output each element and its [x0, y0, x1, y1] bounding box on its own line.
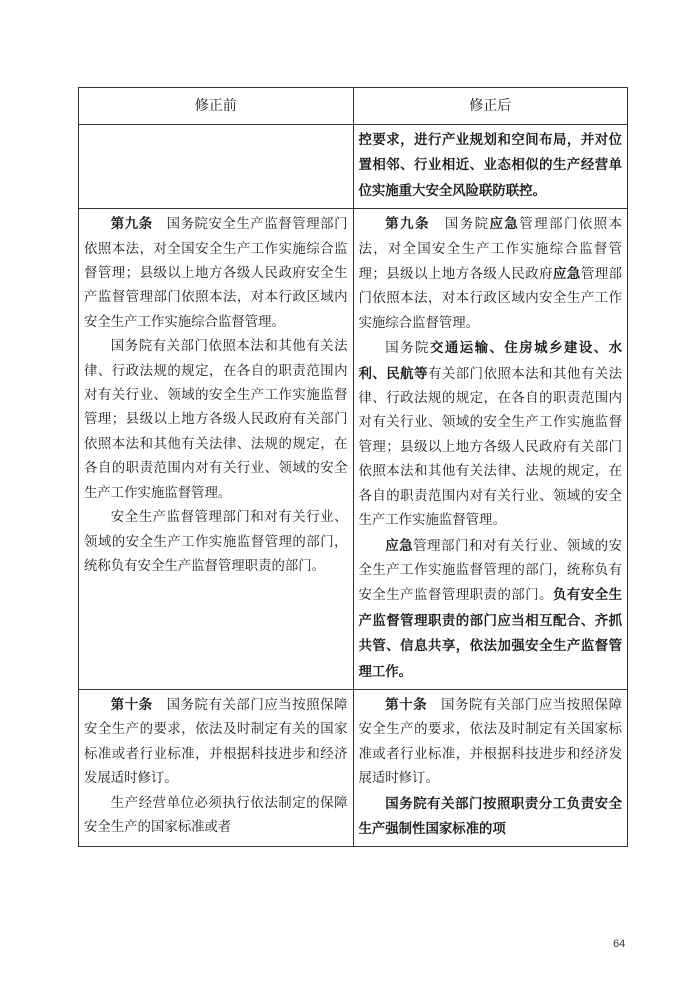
text-run: 管理部门依照本法，对本行政区域内安全生产工作实施综合监督管理。	[358, 267, 623, 331]
article-9-before-text	[84, 212, 348, 579]
cell-before-article-9	[79, 209, 354, 690]
text-run: 管理部门和对有关行业、领域的安全生产工作实施监督管理的部门，统称负有安全生产监督管理职责的部门。	[358, 538, 623, 604]
header-after: 修正后	[353, 88, 628, 125]
page-number: 64	[613, 938, 626, 950]
revised-text: 控要求，进行产业规划和空间布局，并对位置相邻、行业相近、业态相似的生产经营单位实施重大安全风险联防联控。	[358, 132, 622, 199]
revised-text: 应急	[385, 537, 414, 554]
cell-after-continuation-text	[359, 128, 623, 204]
article-10-before-text	[84, 693, 348, 840]
text-run: 国务院安全生产监督管理部门依照本法，对全国安全生产工作实施综合监督管理；县级以上地方各级人民政府安全生产监督管理部门依照本法，对本行政区域内安全生产工作实施综合监督管理。	[84, 217, 348, 330]
text-run: 国务院有关部门应当按照保障安全生产的要求，依法及时制定有关国家标准或者行业标准，并根据科技进步和经济发展适时修订。	[358, 697, 623, 787]
row-continuation	[79, 125, 628, 209]
row-article-10	[79, 689, 628, 846]
row-article-9	[79, 209, 628, 690]
comparison-table	[78, 87, 628, 847]
revised-text: 第九条	[385, 216, 430, 233]
text-run: 国务院	[385, 341, 430, 357]
paragraph	[359, 212, 623, 336]
paragraph	[84, 212, 348, 335]
text-run: 国务院有关部门依照本法和其他有关法律、行政法规的规定，在各自的职责范围内对有关行业、领域的安全生产工作实施监督管理；县级以上地方各级人民政府有关部门依照本法和其他有关法律、法规的规定，在各自的职责范围内对有关行业、领域的安全生产工作实施监督管理。	[84, 339, 348, 501]
text-run: 有关部门依照本法和其他有关法律、行政法规的规定，在各自的职责范围内对有关行业、领域的安全生产工作实施监督管理；县级以上地方各级人民政府有关部门依照本法和其他有关法律、法规的规定，在各自的职责范围内对有关行业、领域的安全生产工作实施监督管理。	[358, 366, 623, 529]
text-run: 安全生产监督管理部门和对有关行业、领域的安全生产工作实施监督管理的部门，统称负有安全生产监督管理职责的部门。	[84, 510, 348, 574]
revised-text: 第十条	[110, 696, 153, 713]
text-run: 国务院	[429, 217, 490, 233]
paragraph	[84, 335, 348, 506]
revised-text: 第十条	[385, 696, 428, 713]
revised-text: 应急	[553, 266, 581, 283]
paragraph	[359, 534, 623, 685]
paragraph	[359, 336, 623, 533]
cell-after-continuation	[353, 125, 628, 209]
text-run: 管理部门依照本法，对全国安全生产工作实施综合监督管理；县级以上地方各级人民政府	[358, 217, 623, 283]
text-run: 国务院有关部门应当按照保障安全生产的要求，依法及时制定有关的国家标准或者行业标准，并根据科技进步和经济发展适时修订。	[84, 697, 348, 787]
paragraph	[359, 693, 623, 792]
cell-after-article-9	[353, 209, 628, 690]
revised-text: 交通运输、住房城乡建设、水利、民航等	[358, 340, 623, 382]
revised-text: 负有安全生产监督管理职责的部门应当相互配合、齐抓共管、信息共享，依法加强安全生产监督管理工作。	[358, 587, 623, 680]
paragraph	[84, 693, 348, 792]
revised-text: 国务院有关部门按照职责分工负责安全生产强制性国家标准的项	[358, 795, 622, 837]
revised-text: 第九条	[110, 216, 153, 233]
header-row	[79, 88, 628, 125]
article-9-after-text	[359, 212, 623, 685]
cell-before-article-10	[79, 689, 354, 846]
article-10-after-text	[359, 693, 623, 842]
header-before: 修正前	[79, 88, 354, 125]
text-run: 生产经营单位必须执行依法制定的保障安全生产的国家标准或者	[84, 795, 348, 835]
paragraph	[359, 792, 623, 843]
revised-text: 应急	[489, 216, 520, 233]
paragraph	[84, 506, 348, 579]
cell-after-article-10	[353, 689, 628, 846]
paragraph	[84, 792, 348, 841]
paragraph	[359, 128, 623, 204]
cell-before-continuation	[79, 125, 354, 209]
